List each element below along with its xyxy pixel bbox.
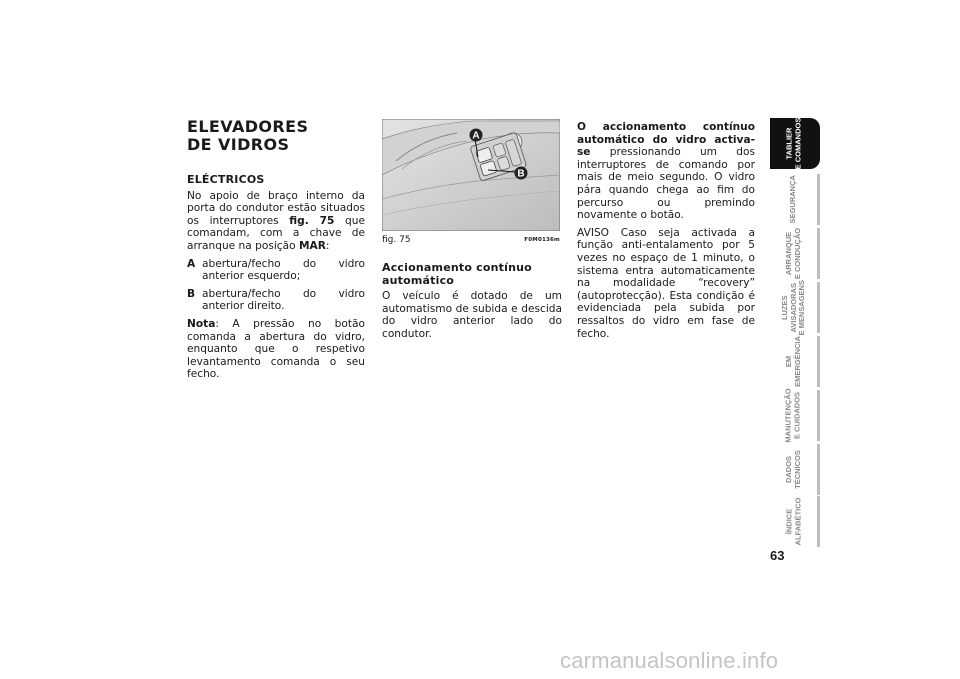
figure-code: F0M0136m <box>524 237 560 243</box>
body-paragraph: O veículo é dotado de um automatismo de subida e descida do vidro anterior lado do condutor. <box>382 290 562 340</box>
figure-caption: fig. 75 F0M0136m <box>382 235 560 245</box>
watermark: carmanualsonline.info <box>560 648 779 673</box>
tab-luzes-avisadoras[interactable]: LUZES AVISADORAS E MENSAGENS <box>770 282 820 333</box>
figure-reference: fig. 75 <box>289 214 335 227</box>
door-panel-illustration <box>382 119 560 231</box>
page-number: 63 <box>770 548 785 563</box>
note-paragraph: Nota: A pressão no botão comanda a abertura do vidro, enquanto que o respetivo levantamento comanda o seu fecho. <box>187 317 365 381</box>
intro-paragraph: No apoio de braço interno da porta do condutor estão situados os interruptores fig. 75 que comandam, com a chave de arranque na posição MAR: <box>187 189 365 252</box>
tab-tablier-e-comandos[interactable]: TABLIER E COMANDOS <box>770 118 820 169</box>
label-a: A <box>472 130 480 142</box>
tab-dados-tecnicos[interactable]: DADOS TÉCNICOS <box>770 444 820 495</box>
warning-paragraph: AVISO Caso seja activada a função anti-entalamento por 5 vezes no espaço de 1 minuto, o sistema entra automaticamente na modalidade “recovery” (autoprotecção). Esta condição é evidenciada pela subida por ressaltos do vidro em fase de fecho. <box>577 226 755 340</box>
column-3 <box>577 121 755 345</box>
chapter-tabs <box>770 118 822 548</box>
list-item: B abertura/fecho do vidro anterior direito. <box>187 287 365 313</box>
tab-arranque-e-conducao[interactable]: ARRANQUE E CONDUÇÃO <box>770 228 820 279</box>
column-1 <box>187 118 365 386</box>
list-item: A abertura/fecho do vidro anterior esquerdo; <box>187 257 365 283</box>
tab-manutencao-e-cuidados[interactable]: MANUTENÇÃO E CUIDADOS <box>770 390 820 441</box>
section-subtitle: Accionamento contínuo automático <box>382 261 532 287</box>
tab-em-emergencia[interactable]: EM EMERGÊNCIA <box>770 336 820 387</box>
tab-seguranca[interactable]: SEGURANÇA <box>770 174 820 225</box>
body-paragraph: O accionamento contínuo automático do vidro activa-se pressionando um dos interruptores de comando por mais de meio segundo. O vidro pára quando chega ao fim do percurso ou premindo novamente o botão. <box>577 121 755 222</box>
section-subtitle: ELÉCTRICOS <box>187 173 265 186</box>
key-position: MAR <box>298 239 326 252</box>
section-title: ELEVADORES DE VIDROS <box>187 117 309 154</box>
column-2 <box>382 262 562 346</box>
tab-indice-alfabetico[interactable]: ÍNDICE ALFABÉTICO <box>770 496 820 547</box>
door-switch-figure <box>382 119 560 231</box>
label-b: B <box>517 168 525 180</box>
